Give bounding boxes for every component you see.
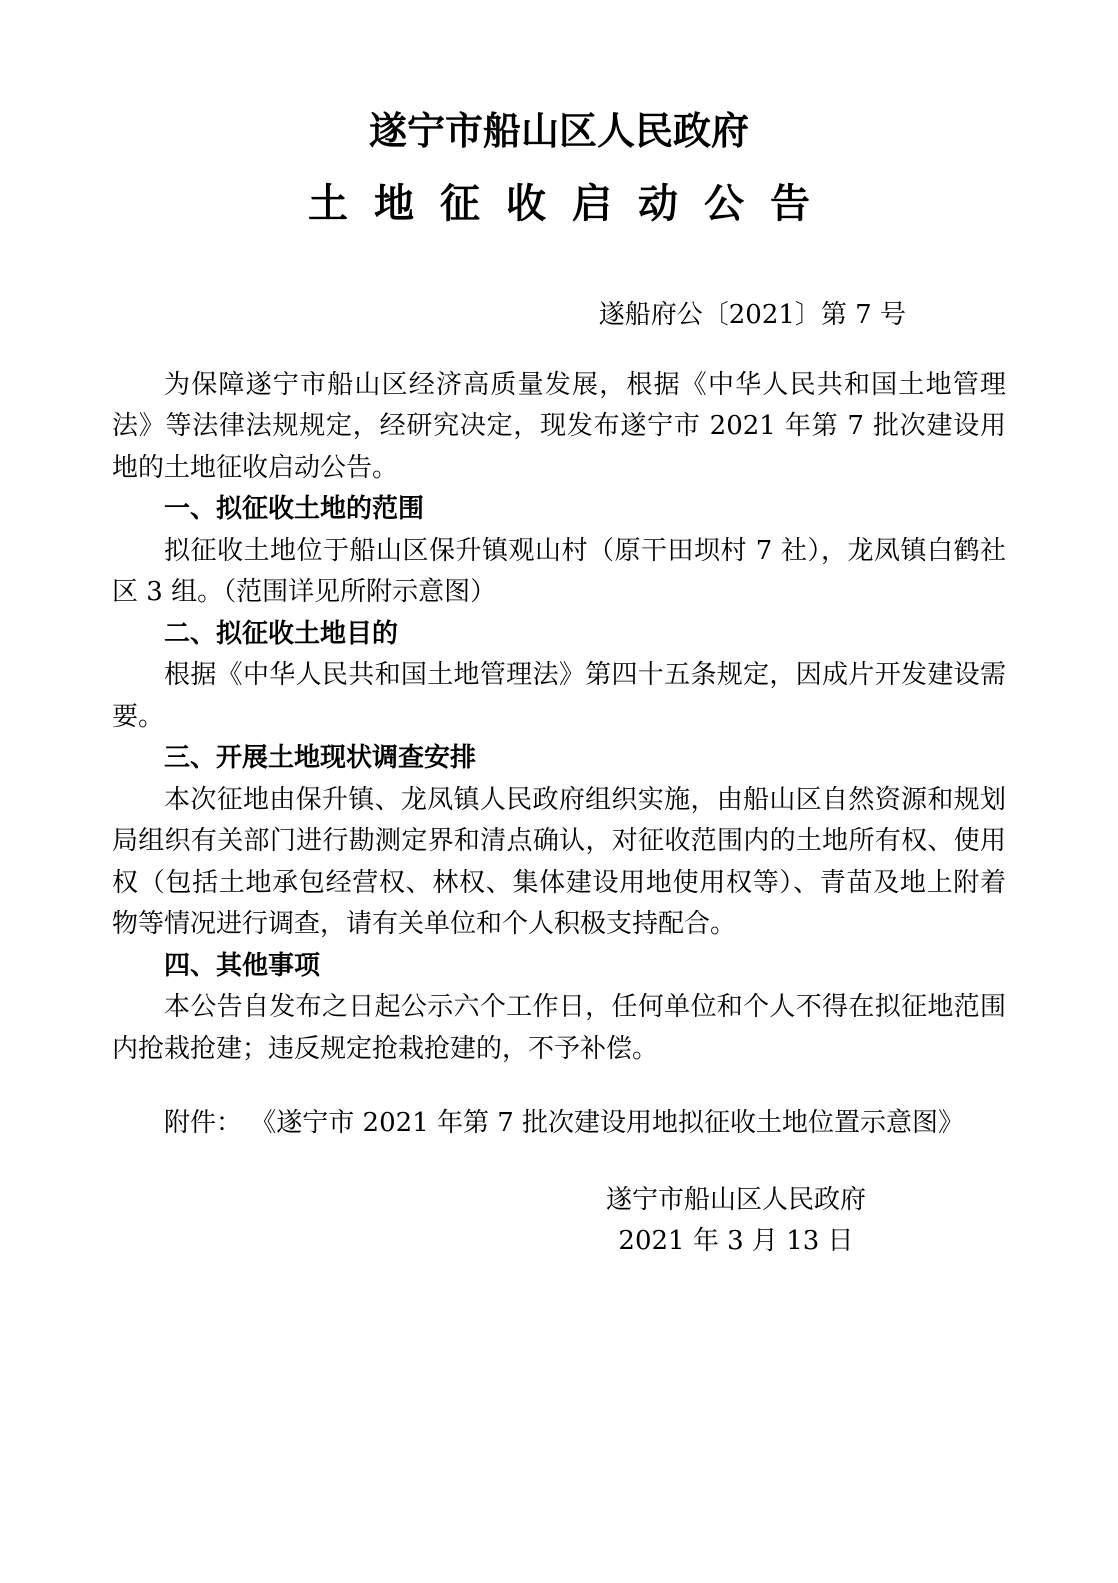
section-1-heading: 一、拟征收土地的范围 [164,494,425,524]
section-3-body: 本次征地由保升镇、龙凤镇人民政府组织实施，由船山区自然资源和规划局组织有关部门进行勘测定界和清点确认，对征收范围内的土地所有权、使用权（包括土地承包经营权、林权、集体建设用地使用权等）、青苗及地上附着物等情况进行调查，请有关单位和个人积极支持配合。 [112,784,1006,939]
document-number: 遂船府公〔2021〕第 7 号 [598,300,906,330]
announcement-body [112,365,1006,1263]
announcement-content [112,108,1006,1263]
announcement-title: 土地征收启动公告 [308,181,836,227]
issuing-authority-title: 遂宁市船山区人民政府 [368,109,749,153]
section-3-heading: 三、开展土地现状调查安排 [164,743,477,773]
section-2-heading: 二、拟征收土地目的 [164,618,399,649]
section-2-body: 根据《中华人民共和国土地管理法》第四十五条规定，因成片开发建设需要。 [112,660,1006,732]
signature-authority: 遂宁市船山区人民政府 [605,1184,866,1215]
signature-block [606,1180,866,1263]
section-4-heading: 四、其他事项 [164,950,321,981]
intro-paragraph: 为保障遂宁市船山区经济高质量发展，根据《中华人民共和国土地管理法》等法律法规规定，经研究决定，现发布遂宁市 2021 年第 7 批次建设用地的土地征收启动公告。 [112,369,1006,483]
section-1-body: 拟征收土地位于船山区保升镇观山村（原干田坝村 7 社），龙凤镇白鹤社区 3 组。（范围详见所附示意图） [112,535,1006,607]
attachment-line: 附件： 《遂宁市 2021 年第 7 批次建设用地拟征收土地位置示意图》 [164,1108,965,1138]
section-4-body: 本公告自发布之日起公示六个工作日，任何单位和个人不得在拟征地范围内抢栽抢建；违反规定抢栽抢建的，不予补偿。 [112,992,1006,1064]
signature-date: 2021 年 3 月 13 日 [618,1226,854,1256]
